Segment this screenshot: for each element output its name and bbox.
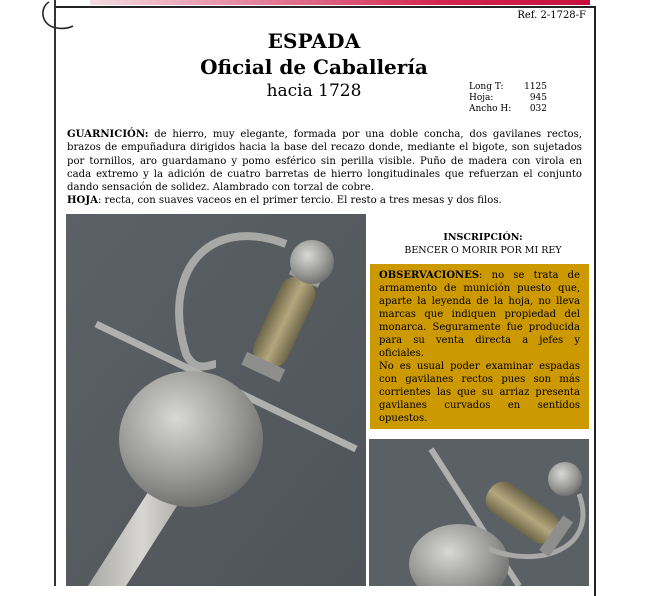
observations-text-2: No es usual poder examinar espadas con gavilanes rectos pues son más corrientes las que su arriaz presenta gavilanes curvados en sentidos opuestos. — [379, 361, 580, 424]
dimension-row — [469, 82, 547, 93]
inscription-heading: INSCRIPCIÓN: — [443, 232, 523, 243]
dimension-value: 945 — [529, 93, 547, 103]
reference-number: Ref. 2-1728-F — [517, 10, 586, 21]
observations-label: OBSERVACIONES — [379, 270, 480, 281]
sword-hilt-photo — [66, 214, 366, 586]
guarnicion-label: GUARNICIÓN: — [67, 129, 149, 140]
dimension-value: 032 — [529, 104, 547, 114]
dimension-label: Hoja: — [469, 93, 494, 103]
observations-box — [370, 264, 589, 429]
description — [67, 128, 582, 208]
dimension-row — [469, 93, 547, 104]
sword-hilt-detail-photo — [369, 439, 589, 586]
dimensions-table — [469, 82, 547, 115]
page-title: ESPADA — [267, 29, 361, 53]
dimension-label: Ancho H: — [469, 104, 512, 114]
dimension-label: Long T: — [469, 82, 504, 92]
page-subtitle: Oficial de Caballería — [200, 55, 428, 79]
hoja-label: HOJA — [67, 195, 98, 207]
guarnicion-text: de hierro, muy elegante, formada por una doble concha, dos gavilanes rectos, brazos de empuñadura dirigidos hacia la base del recazo donde, mediante el bigote, son sujetados por tornillos, aro guardamano y pomo esférico sin perilla visible. Puño de madera con virola en cada extremo y la adición de cuatro barretas de hierro longitudinales que refuerzan el conjunto dando sensación de solidez. Alambrado con torzal de cobre. — [67, 129, 582, 194]
top-banner — [90, 0, 590, 5]
dimension-value: 1125 — [524, 82, 547, 92]
observations-text-1: : no se trata de armamento de munición puesto que, aparte la leyenda de la hoja, no lleva marcas que indiquen propiedad del monarca. Seguramente fue producida para su venta directa a jefes y oficiales. — [379, 270, 580, 359]
hoja-text: : recta, con suaves vaceos en el primer tercio. El resto a tres mesas y dos filos. — [97, 195, 502, 207]
inscription-text: BENCER O MORIR POR MI REY — [404, 245, 562, 256]
dimension-row — [469, 104, 547, 115]
page-date: hacia 1728 — [266, 81, 362, 101]
